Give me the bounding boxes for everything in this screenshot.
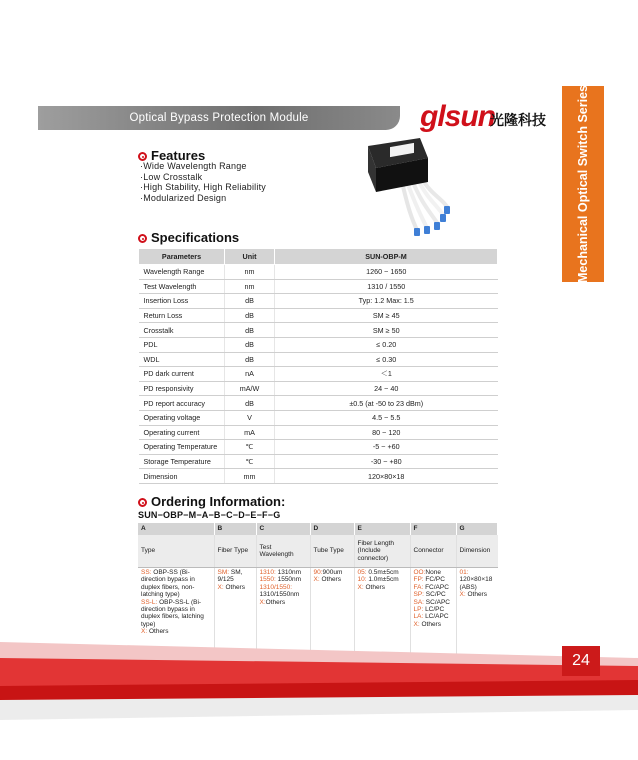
option-text: SC/APC (423, 598, 450, 606)
option-code: FA: (413, 583, 424, 591)
option-code: OO: (413, 569, 426, 576)
option-code: X: (141, 628, 148, 636)
spec-unit: dB (225, 294, 275, 309)
ordering-option (460, 569, 495, 591)
option-code: 05: (357, 569, 367, 576)
spec-value: 24 ~ 40 (275, 381, 498, 396)
spec-parameter: Crosstalk (139, 323, 225, 338)
ordering-option (414, 569, 453, 576)
ordering-letter: D (310, 523, 354, 535)
ordering-letter: F (410, 523, 456, 535)
option-code: 90: (313, 569, 323, 576)
option-code: SS: (141, 569, 152, 576)
spec-value: 80 ~ 120 (275, 425, 498, 440)
page-title: Optical Bypass Protection Module (129, 112, 309, 124)
spec-unit: mA/W (225, 381, 275, 396)
ordering-column-head: Test Wavelength (256, 535, 310, 568)
ordering-option (314, 576, 351, 583)
option-text: LC/PC (423, 606, 445, 614)
option-text: Others (465, 591, 487, 599)
option-text: 1310/1550nm (259, 591, 300, 599)
spec-unit: dB (225, 352, 275, 367)
spec-row (139, 265, 498, 280)
feature-item: ·Modularized Design (140, 192, 227, 203)
spec-parameter: Operating current (139, 425, 225, 440)
option-text: Others (223, 583, 245, 591)
ordering-letter: C (256, 523, 310, 535)
features-heading: Features (138, 148, 205, 163)
ordering-column-head: Connector (410, 535, 456, 568)
spec-unit: nA (225, 367, 275, 382)
option-text: LC/APC (423, 613, 449, 621)
option-text: 1.0m±5cm (366, 576, 399, 584)
option-text: Others (147, 628, 169, 636)
spec-value: ＜1 (275, 367, 498, 382)
ordering-letter: B (214, 523, 256, 535)
logo-chinese-text: 光隆科技 (490, 113, 546, 129)
spec-parameter: Test Wavelength (139, 279, 225, 294)
spec-header-row (139, 249, 498, 265)
ordering-option (218, 569, 253, 584)
ordering-column-head: Dimension (456, 535, 498, 568)
spec-unit: dB (225, 337, 275, 352)
option-code: 1310/1550: (259, 583, 293, 591)
spec-row (139, 367, 498, 382)
bullet-icon (138, 152, 147, 161)
feature-item: ·Low Crosstalk (140, 171, 203, 182)
spec-parameter: PD responsivity (139, 381, 225, 396)
bullet-icon (138, 498, 147, 507)
option-code: LP: (413, 606, 424, 614)
option-text: OBP-SS (Bi-direction bypass in duplex fibers, non-latching type) (141, 569, 195, 599)
spec-unit: nm (225, 265, 275, 280)
decorative-stripes (0, 600, 638, 725)
option-text: OBP-SS-L (Bi-direction bypass in duplex fibers, latching type) (141, 598, 204, 628)
ordering-option (414, 584, 453, 591)
series-label: Mechanical Optical Switch Series (576, 85, 590, 283)
ordering-letter-row (138, 523, 498, 535)
option-code: SS-L: (141, 598, 158, 606)
option-code: LA: (413, 613, 424, 621)
spec-unit: ℃ (225, 440, 275, 455)
ordering-option (314, 569, 351, 576)
feature-item: ·Wide Wavelength Range (140, 161, 247, 171)
ordering-heading: Ordering Information: (138, 494, 285, 509)
option-code: 10: (357, 576, 367, 584)
spec-body (139, 265, 498, 484)
spec-parameter: Operating Temperature (139, 440, 225, 455)
spec-parameter: WDL (139, 352, 225, 367)
spec-unit: mm (225, 469, 275, 484)
column-header: Unit (225, 249, 275, 265)
option-text: Others (319, 576, 341, 584)
spec-parameter: Return Loss (139, 308, 225, 323)
option-code: SM: (217, 569, 230, 576)
ordering-column-head: Fiber Type (214, 535, 256, 568)
specifications-table (138, 248, 498, 484)
ordering-code: SUN−OBP−M−A−B−C−D−E−F−G (138, 510, 281, 520)
ordering-letter: A (138, 523, 214, 535)
ordering-letter: G (456, 523, 498, 535)
ordering-option (260, 576, 307, 583)
spec-row (139, 337, 498, 352)
series-side-tab (562, 86, 604, 282)
features-list (140, 161, 266, 203)
option-text: Others (363, 583, 385, 591)
spec-parameter: Dimension (139, 469, 225, 484)
option-code: X: (413, 620, 420, 628)
option-code: X: (259, 598, 266, 606)
spec-value: 4.5 ~ 5.5 (275, 410, 498, 425)
spec-parameter: Operating voltage (139, 410, 225, 425)
option-code: 1550: (259, 576, 276, 584)
option-text: 120×80×18 (ABS) (459, 576, 493, 591)
spec-value: -30 ~ +80 (275, 454, 498, 469)
brand-logo (420, 100, 560, 134)
spec-unit: dB (225, 323, 275, 338)
spec-row (139, 381, 498, 396)
spec-parameter: Insertion Loss (139, 294, 225, 309)
spec-row (139, 410, 498, 425)
spec-row (139, 454, 498, 469)
ordering-head-row (138, 535, 498, 568)
spec-value: 1310 / 1550 (275, 279, 498, 294)
spec-value: SM ≥ 45 (275, 308, 498, 323)
spec-parameter: PD report accuracy (139, 396, 225, 411)
spec-value: -5 ~ +60 (275, 440, 498, 455)
spec-unit: dB (225, 396, 275, 411)
option-code: 01: (459, 569, 469, 576)
spec-row (139, 294, 498, 309)
option-text: SC/PC (423, 591, 446, 599)
product-image (362, 136, 458, 236)
ordering-option (358, 569, 407, 576)
option-code: X: (313, 576, 320, 584)
option-text: 1550nm (275, 576, 302, 584)
option-text: FC/APC (423, 583, 449, 591)
option-text: Others (265, 598, 286, 606)
logo-latin-text: glsun (420, 100, 495, 133)
ordering-column-head: Tube Type (310, 535, 354, 568)
option-code: X: (459, 591, 466, 599)
option-code: SP: (413, 591, 424, 599)
ordering-option (358, 576, 407, 583)
spec-row (139, 323, 498, 338)
spec-parameter: PD dark current (139, 367, 225, 382)
ordering-column-head: Fiber Length (Include connector) (354, 535, 410, 568)
option-code: 1310: (259, 569, 276, 576)
ordering-option (358, 584, 407, 591)
spec-row (139, 469, 498, 484)
ordering-option (260, 584, 307, 599)
option-text: FC/PC (423, 576, 445, 584)
ordering-option (414, 591, 453, 598)
header-bar (38, 106, 400, 130)
spec-parameter: Wavelength Range (139, 265, 225, 280)
ordering-option (260, 569, 307, 576)
spec-value: ±0.5 (at -50 to 23 dBm) (275, 396, 498, 411)
column-header: SUN-OBP-M (275, 249, 498, 265)
specifications-heading: Specifications (138, 230, 239, 245)
spec-value: 120×80×18 (275, 469, 498, 484)
spec-parameter: PDL (139, 337, 225, 352)
ordering-option (141, 569, 211, 599)
option-code: X: (217, 583, 224, 591)
spec-row (139, 279, 498, 294)
spec-unit: mA (225, 425, 275, 440)
spec-row (139, 308, 498, 323)
spec-parameter: Storage Temperature (139, 454, 225, 469)
spec-row (139, 440, 498, 455)
spec-unit: ℃ (225, 454, 275, 469)
page-number: 24 (562, 646, 600, 676)
option-code: FP: (413, 576, 424, 584)
ordering-column-head: Type (138, 535, 214, 568)
spec-value: ≤ 0.30 (275, 352, 498, 367)
ordering-option (460, 591, 495, 598)
option-text: 0.5m±5cm (366, 569, 399, 576)
ordering-letter: E (354, 523, 410, 535)
ordering-option (414, 576, 453, 583)
option-code: SA: (413, 598, 424, 606)
spec-row (139, 396, 498, 411)
spec-value: Typ: 1.2 Max: 1.5 (275, 294, 498, 309)
spec-value: SM ≥ 50 (275, 323, 498, 338)
option-text: Others (419, 620, 441, 628)
spec-row (139, 425, 498, 440)
spec-value: 1260 ~ 1650 (275, 265, 498, 280)
option-text: SM, 9/125 (217, 569, 243, 584)
spec-unit: dB (225, 308, 275, 323)
option-text: 900um (322, 569, 343, 576)
option-text: None (425, 569, 441, 576)
ordering-option (218, 584, 253, 591)
bullet-icon (138, 234, 147, 243)
spec-unit: V (225, 410, 275, 425)
feature-item: ·High Stability, High Reliability (140, 182, 266, 192)
spec-row (139, 352, 498, 367)
spec-unit: nm (225, 279, 275, 294)
option-code: X: (357, 583, 364, 591)
column-header: Parameters (139, 249, 225, 265)
spec-value: ≤ 0.20 (275, 337, 498, 352)
option-text: 1310nm (275, 569, 302, 576)
